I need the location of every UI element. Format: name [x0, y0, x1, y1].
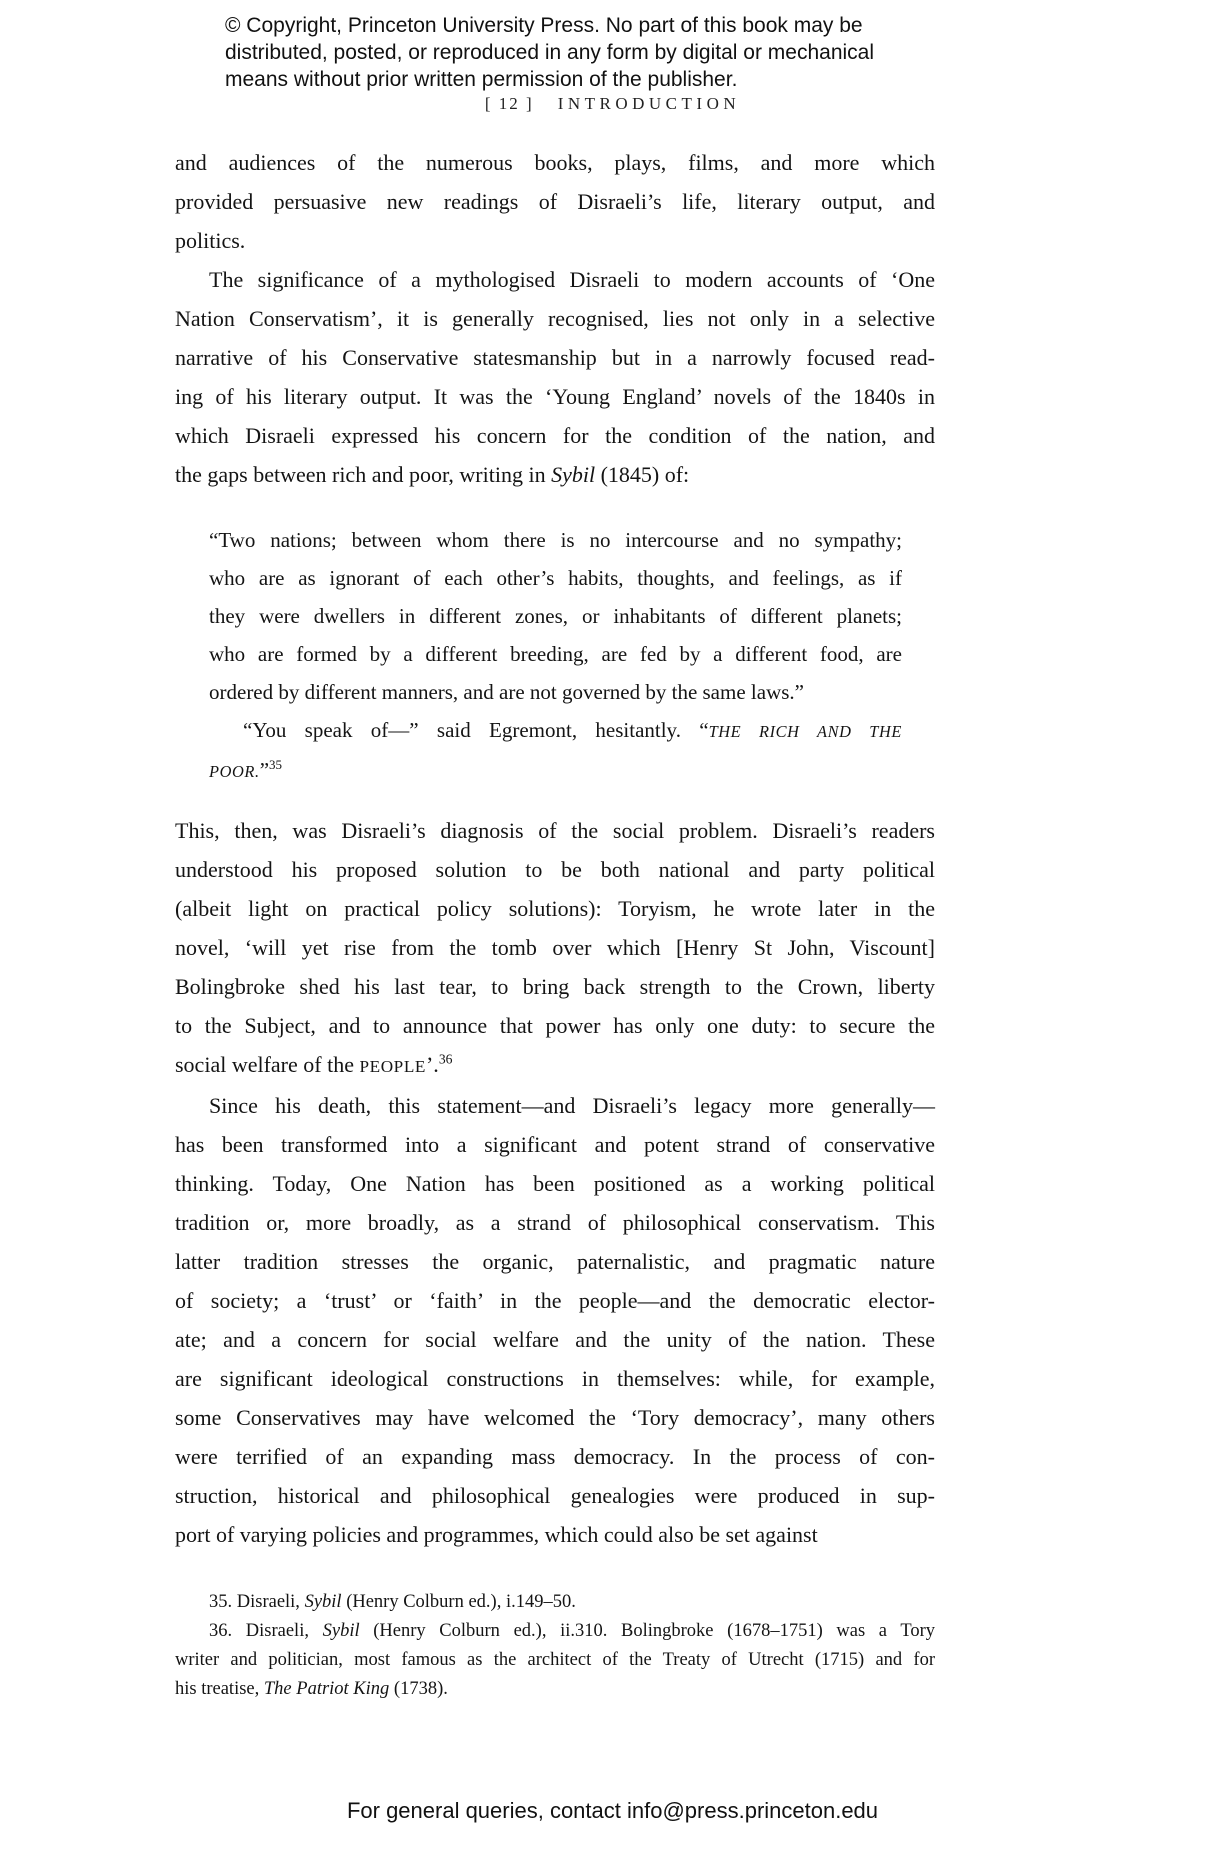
text-line: “You speak of—” said Egremont, hesitantly. “THE RICH AND THE: [243, 718, 902, 742]
paragraph-1: [175, 143, 935, 260]
text-line: they were dwellers in different zones, or inhabitants of different planets;: [209, 604, 902, 628]
text-line: 35. Disraeli, Sybil (Henry Colburn ed.), i.149–50.: [209, 1592, 576, 1612]
text-line: who are formed by a different breeding, are fed by a different food, are: [209, 642, 902, 666]
running-head: [0, 94, 1225, 114]
text-line: ing of his literary output. It was the ‘Young England’ novels of the 1840s in: [175, 384, 935, 409]
text-line: © Copyright, Princeton University Press. No part of this book may be: [225, 14, 863, 37]
paragraph-4: [175, 1086, 935, 1554]
block-quote: [209, 521, 902, 791]
text-line: ordered by different manners, and are not governed by the same laws.”: [209, 680, 804, 704]
text-line: were terrified of an expanding mass democracy. In the process of con-: [175, 1444, 935, 1469]
running-head-title: INTRODUCTION: [557, 94, 741, 113]
text-line: which Disraeli expressed his concern for the condition of the nation, and: [175, 423, 935, 448]
text-line: “Two nations; between whom there is no intercourse and no sympathy;: [209, 528, 902, 552]
text-line: thinking. Today, One Nation has been positioned as a working political: [175, 1171, 935, 1196]
quote-paragraph-2: [209, 711, 902, 791]
text-line: novel, ‘will yet rise from the tomb over which [Henry St John, Viscount]: [175, 935, 935, 960]
paragraph-2: [175, 260, 935, 494]
text-line: some Conservatives may have welcomed the ‘Tory democracy’, many others: [175, 1405, 935, 1430]
text-line: has been transformed into a significant and potent strand of conservative: [175, 1132, 935, 1157]
footnotes-section: [175, 1588, 935, 1704]
text-line: Bolingbroke shed his last tear, to bring back strength to the Crown, liberty: [175, 974, 935, 999]
text-line: means without prior written permission of the publisher.: [225, 68, 738, 91]
text-line: port of varying policies and programmes, which could also be set against: [175, 1522, 818, 1547]
text-line: are significant ideological constructions in themselves: while, for example,: [175, 1366, 935, 1391]
body-text-column: [175, 143, 935, 1704]
text-line: tradition or, more broadly, as a strand of philosophical conservatism. This: [175, 1210, 935, 1235]
text-line: ate; and a concern for social welfare and the unity of the nation. These: [175, 1327, 935, 1352]
footnote-35: [175, 1588, 935, 1617]
text-line: provided persuasive new readings of Disraeli’s life, literary output, and: [175, 189, 935, 214]
text-line: who are as ignorant of each other’s habits, thoughts, and feelings, as if: [209, 566, 902, 590]
text-line: writer and politician, most famous as the architect of the Treaty of Utrecht (1715) and for: [175, 1650, 935, 1670]
page-number: [ 12 ]: [484, 94, 534, 113]
text-line: social welfare of the PEOPLE’.$^{36}$: [175, 1051, 453, 1077]
page-footer: [0, 1798, 1225, 1824]
text-line: politics.: [175, 228, 246, 253]
text-line: 36. Disraeli, Sybil (Henry Colburn ed.), ii.310. Bolingbroke (1678–1751) was a Tory: [209, 1621, 935, 1641]
footnote-36: [175, 1617, 935, 1704]
text-line: and audiences of the numerous books, plays, films, and more which: [175, 150, 935, 175]
text-line: Since his death, this statement—and Disraeli’s legacy more generally—: [209, 1093, 935, 1118]
text-line: the gaps between rich and poor, writing in Sybil (1845) of:: [175, 462, 690, 487]
text-line: This, then, was Disraeli’s diagnosis of the social problem. Disraeli’s readers: [175, 818, 935, 843]
text-line: struction, historical and philosophical genealogies were produced in sup-: [175, 1483, 935, 1508]
text-line: latter tradition stresses the organic, paternalistic, and pragmatic nature: [175, 1249, 935, 1274]
text-line: his treatise, The Patriot King (1738).: [175, 1679, 448, 1699]
text-line: Nation Conservatism’, it is generally recognised, lies not only in a selective: [175, 306, 935, 331]
text-line: of society; a ‘trust’ or ‘faith’ in the people—and the democratic elector-: [175, 1288, 935, 1313]
text-line: understood his proposed solution to be both national and party political: [175, 857, 935, 882]
text-line: narrative of his Conservative statesmanship but in a narrowly focused read-: [175, 345, 935, 370]
text-line: (albeit light on practical policy solutions): Toryism, he wrote later in the: [175, 896, 935, 921]
text-line: The significance of a mythologised Disraeli to modern accounts of ‘One: [209, 267, 935, 292]
footer-contact-text: For general queries, contact info@press.princeton.edu: [346, 1798, 879, 1823]
copyright-notice: [225, 12, 1005, 93]
text-line: POOR.”$^{35}$: [209, 757, 283, 782]
quote-paragraph-1: [209, 521, 902, 711]
text-line: distributed, posted, or reproduced in any form by digital or mechanical: [225, 41, 875, 64]
paragraph-3: [175, 811, 935, 1086]
text-line: to the Subject, and to announce that power has only one duty: to secure the: [175, 1013, 935, 1038]
